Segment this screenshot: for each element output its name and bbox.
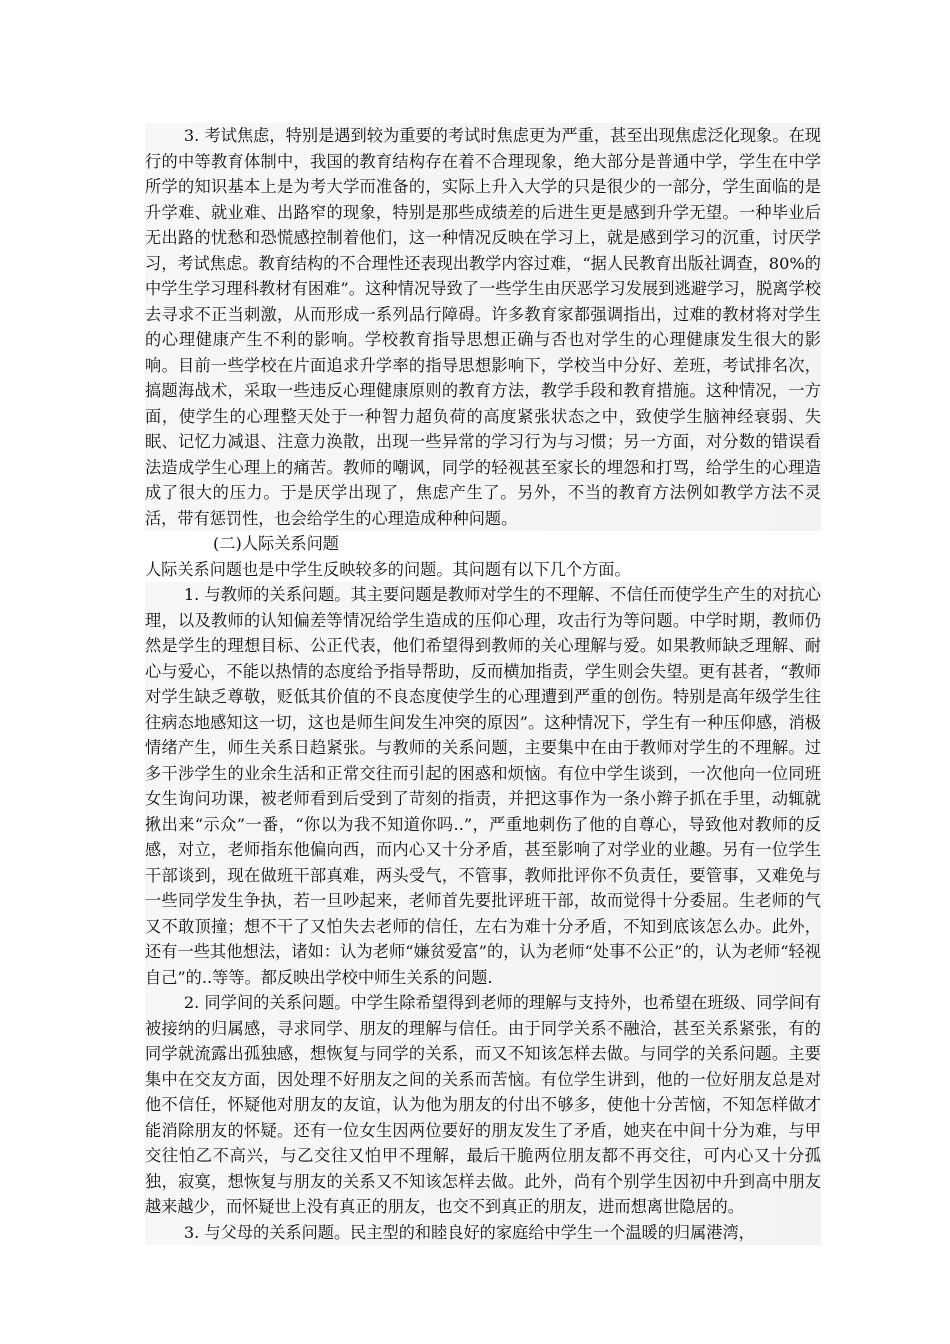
section-heading-interpersonal: (二)人际关系问题 xyxy=(213,534,339,553)
paragraph-parent-relations: 3. 与父母的关系问题。民主型的和睦良好的家庭给中学生一个温暖的归属港湾， xyxy=(145,1220,821,1246)
document-body xyxy=(145,123,821,1245)
paragraph-interpersonal-intro: 人际关系问题也是中学生反映较多的问题。其问题有以下几个方面。 xyxy=(145,559,631,579)
paragraph-teacher-relations: 1. 与教师的关系问题。其主要问题是教师对学生的不理解、不信任而使学生产生的对抗心理，以及教师的认知偏差等情况给学生造成的压仰心理，攻击行为等问题。中学时期，教师仍然是学生的理想目标、公正代表，他们希望得到教师的关心理解与爱。如果教师缺乏理解、耐心与爱心，不能以热情的态度给予指导帮助，反而横加指责，学生则会失望。更有甚者，“教师对学生缺乏尊敬，贬低其价值的不良态度使学生的心理遭到严重的创伤。特别是高年级学生往往病态地感知这一切，这也是师生间发生冲突的原因”。这种情况下，学生有一种压仰感，消极情绪产生，师生关系日趋紧张。与教师的关系问题，主要集中在由于教师对学生的不理解。过多干涉学生的业余生活和正常交往而引起的困惑和烦恼。有位中学生谈到，一次他向一位同班女生询问功课，被老师看到后受到了苛刻的指责，并把这事作为一条小辫子抓在手里，动辄就揪出来“示众”一番，“你以为我不知道你吗..”，严重地刺伤了他的自尊心，导致他对教师的反感，对立，老师指东他偏向西，而内心又十分矛盾，甚至影响了对学业的业趣。另有一位学生干部谈到，现在做班干部真难，两头受气，不管事，教师批评你不负责任，要管事，又难免与一些同学发生争执，若一旦吵起来，老师首先要批评班干部，故而觉得十分委屈。生老师的气又不敢顶撞；想不干了又怕失去老师的信任，左右为难十分矛盾，不知到底该怎么办。此外，还有一些其他想法，诸如：认为老师“嫌贫爱富”的，认为老师“处事不公正”的，认为老师“轻视自己”的..等等。都反映出学校中师生关系的问题. xyxy=(145,582,821,990)
paragraph-exam-anxiety: 3. 考试焦虑，特别是遇到较为重要的考试时焦虑更为严重，甚至出现焦虑泛化现象。在现行的中等教育体制中，我国的教育结构存在着不合理现象，绝大部分是普通中学，学生在中学所学的知识基本上是为考大学而准备的，实际上升入大学的只是很少的一部分，学生面临的是升学难、就业难、出路窄的现象，特别是那些成绩差的后进生更是感到升学无望。一种毕业后无出路的忧愁和恐慌感控制着他们，这一种情况反映在学习上，就是感到学习的沉重，讨厌学习，考试焦虑。教育结构的不合理性还表现出教学内容过难，“据人民教育出版社调查，80%的中学生学习理科教材有困难”。这种情况导致了一些学生由厌恶学习发展到逃避学习，脱离学校去寻求不正当刺激，从而形成一系列品行障碍。许多教育家都强调指出，过难的教材将对学生的心理健康产生不利的影响。学校教育指导思想正确与否也对学生的心理健康发生很大的影响。目前一些学校在片面追求升学率的指导思想影响下，学校当中分好、差班，考试排名次，搞题海战术，采取一些违反心理健康原则的教育方法，教学手段和教育措施。这种情况，一方面，使学生的心理整天处于一种智力超负荷的高度紧张状态之中，致使学生脑神经衰弱、失眠、记忆力减退、注意力涣散，出现一些异常的学习行为与习惯；另一方面，对分数的错误看法造成学生心理上的痛苦。教师的嘲讽，同学的轻视甚至家长的埋怨和打骂，给学生的心理造成了很大的压力。于是厌学出现了，焦虑产生了。另外，不当的教育方法例如教学方法不灵活，带有惩罚性，也会给学生的心理造成种种问题。 xyxy=(145,123,821,531)
paragraph-peer-relations: 2. 同学间的关系问题。中学生除希望得到老师的理解与支持外，也希望在班级、同学间有被接纳的归属感，寻求同学、朋友的理解与信任。由于同学关系不融洽，甚至关系紧张，有的同学就流露出孤独感，想恢复与同学的关系，而又不知该怎样去做。与同学的关系问题。主要集中在交友方面，因处理不好朋友之间的关系而苦恼。有位学生讲到，他的一位好朋友总是对他不信任，怀疑他对朋友的友谊，认为他为朋友的付出不够多，使他十分苦恼，不知怎样做才能消除朋友的怀疑。还有一位女生因两位要好的朋友发生了矛盾，她夹在中间十分为难，与甲交往怕乙不高兴，与乙交往又怕甲不理解，最后干脆两位朋友都不再交往，可内心又十分孤独，寂寞，想恢复与朋友的关系又不知该怎样去做。此外，尚有个别学生因初中升到高中朋友越来越少，而怀疑世上没有真正的朋友，也交不到真正的朋友，进而想离世隐居的。 xyxy=(145,990,821,1220)
